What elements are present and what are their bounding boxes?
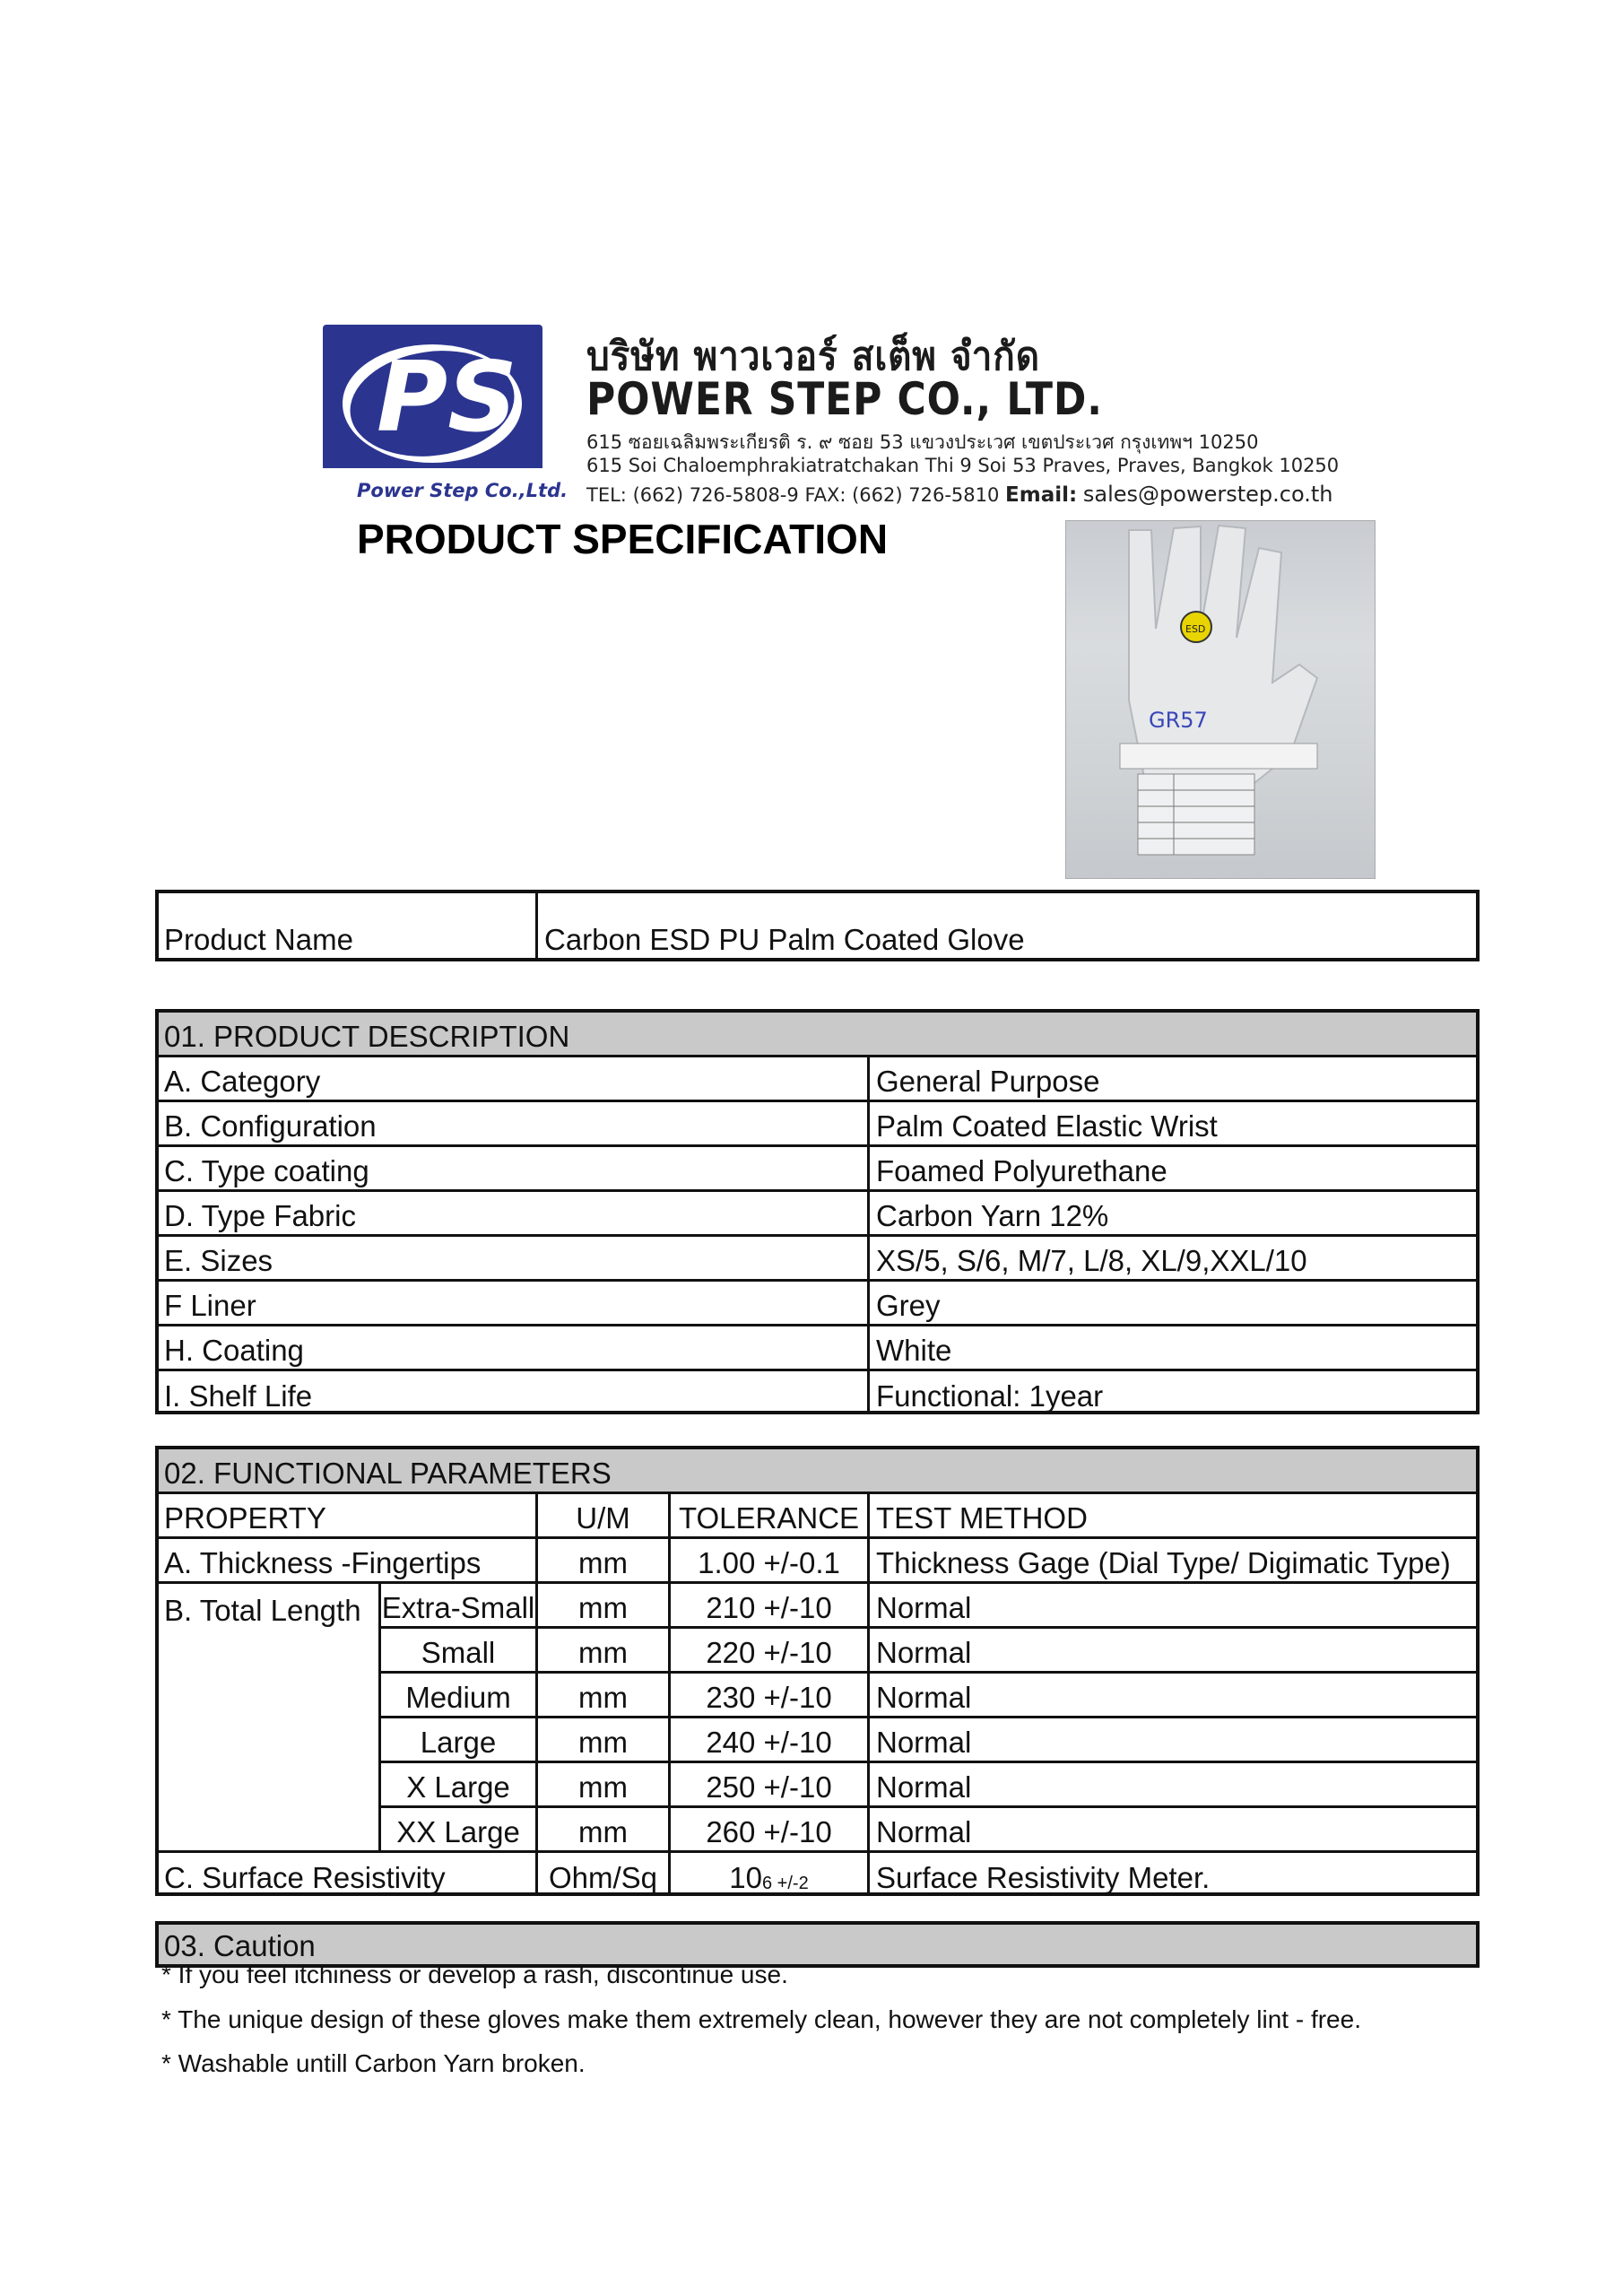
length-method: Normal <box>876 1815 972 1848</box>
length-um: mm <box>578 1636 628 1669</box>
length-um: mm <box>578 1726 628 1759</box>
description-value: Functional: 1year <box>876 1379 1104 1413</box>
length-size: X Large <box>406 1770 510 1804</box>
table-row <box>381 1674 1476 1718</box>
length-tolerance: 260 +/-10 <box>706 1815 832 1848</box>
functional-heading-row <box>159 1449 1476 1494</box>
length-method: Normal <box>876 1591 972 1624</box>
length-um: mm <box>578 1681 628 1714</box>
length-size: Large <box>420 1726 497 1759</box>
logo-letters: PS <box>377 342 517 454</box>
length-tolerance: 220 +/-10 <box>706 1636 832 1669</box>
resistivity-base: 10 <box>729 1861 762 1894</box>
photo-handwriting: GR57 <box>1149 708 1208 733</box>
caution-heading: 03. Caution <box>164 1929 316 1962</box>
address-english: 615 Soi Chaloemphrakiatratchakan Thi 9 Soi 53 Praves, Praves, Bangkok 10250 <box>586 455 1340 476</box>
table-row <box>159 1192 1476 1237</box>
length-tolerance: 230 +/-10 <box>706 1681 832 1714</box>
description-value: General Purpose <box>876 1065 1100 1098</box>
thickness-um: mm <box>578 1546 628 1579</box>
svg-text:ESD: ESD <box>1185 623 1206 635</box>
length-tolerance: 240 +/-10 <box>706 1726 832 1759</box>
table-row <box>159 1237 1476 1282</box>
description-heading: 01. PRODUCT DESCRIPTION <box>164 1020 570 1053</box>
length-tolerance: 250 +/-10 <box>706 1770 832 1804</box>
length-method: Normal <box>876 1681 972 1714</box>
length-um: mm <box>578 1591 628 1624</box>
description-value: Grey <box>876 1289 941 1322</box>
thickness-tolerance: 1.00 +/-0.1 <box>698 1546 840 1579</box>
thickness-method: Thickness Gage (Dial Type/ Digimatic Type) <box>876 1546 1451 1579</box>
description-label: C. Type coating <box>164 1154 369 1187</box>
description-value: White <box>876 1334 952 1367</box>
table-row <box>381 1718 1476 1763</box>
contact-line <box>586 482 1332 507</box>
table-row <box>381 1763 1476 1808</box>
table-row <box>159 1539 1476 1584</box>
length-tolerance: 210 +/-10 <box>706 1591 832 1624</box>
description-label: E. Sizes <box>164 1244 273 1277</box>
caution-line: * The unique design of these gloves make them extremely clean, however they are not completely lint - free. <box>161 2005 1361 2033</box>
length-method: Normal <box>876 1636 972 1669</box>
fax-value: (662) 726-5810 <box>852 484 1000 506</box>
tel-value: (662) 726-5808-9 <box>632 484 799 506</box>
length-um: mm <box>578 1770 628 1804</box>
table-row <box>159 1326 1476 1371</box>
table-row <box>381 1629 1476 1674</box>
description-label: H. Coating <box>164 1334 304 1367</box>
table-row <box>159 1853 1476 1896</box>
product-photo <box>1065 520 1376 879</box>
column-property: PROPERTY <box>164 1501 326 1535</box>
logo-caption: Power Step Co.,Ltd. <box>357 480 568 501</box>
description-value: Foamed Polyurethane <box>876 1154 1167 1187</box>
description-value: Carbon Yarn 12% <box>876 1199 1109 1232</box>
product-name-label: Product Name <box>164 923 353 956</box>
product-description-table <box>155 1009 1480 1414</box>
description-label: I. Shelf Life <box>164 1379 313 1413</box>
product-name-table <box>155 890 1480 961</box>
table-row <box>381 1584 1476 1629</box>
functional-heading: 02. FUNCTIONAL PARAMETERS <box>164 1457 612 1490</box>
description-value: Palm Coated Elastic Wrist <box>876 1109 1218 1143</box>
resistivity-property: C. Surface Resistivity <box>164 1861 446 1894</box>
company-name-thai: บริษัท พาวเวอร์ สเต็พ จำกัด <box>586 334 1040 379</box>
description-heading-row <box>159 1013 1476 1057</box>
description-value: XS/5, S/6, M/7, L/8, XL/9,XXL/10 <box>876 1244 1307 1277</box>
length-size: Extra-Small <box>381 1591 535 1624</box>
table-row <box>159 1147 1476 1192</box>
thickness-property: A. Thickness -Fingertips <box>164 1546 482 1579</box>
fax-label: FAX: <box>804 484 846 506</box>
table-row <box>159 1371 1476 1414</box>
resistivity-method: Surface Resistivity Meter. <box>876 1861 1211 1894</box>
total-length-label: B. Total Length <box>164 1594 361 1627</box>
caution-line: * Washable untill Carbon Yarn broken. <box>161 2049 586 2077</box>
table-row <box>381 1808 1476 1853</box>
caution-line: * If you feel itchiness or develop a rash, discontinue use. <box>161 1961 788 1988</box>
column-um: U/M <box>576 1501 630 1535</box>
description-label: A. Category <box>164 1065 321 1098</box>
resistivity-exponent: 6 +/-2 <box>762 1874 809 1893</box>
description-label: D. Type Fabric <box>164 1199 356 1232</box>
email-label: Email: <box>1005 483 1078 507</box>
description-label: F Liner <box>164 1289 256 1322</box>
email-value: sales@powerstep.co.th <box>1082 482 1333 507</box>
length-size: Medium <box>405 1681 511 1714</box>
column-header-row <box>159 1494 1476 1539</box>
document-title: PRODUCT SPECIFICATION <box>357 516 889 562</box>
table-row <box>159 1282 1476 1326</box>
length-size: XX Large <box>396 1815 520 1848</box>
length-um: mm <box>578 1815 628 1848</box>
product-name-value: Carbon ESD PU Palm Coated Glove <box>544 923 1025 956</box>
company-logo <box>323 325 568 506</box>
description-label: B. Configuration <box>164 1109 377 1143</box>
total-length-block <box>159 1584 378 1853</box>
resistivity-tolerance <box>671 1853 867 1896</box>
length-method: Normal <box>876 1770 972 1804</box>
table-row <box>159 1057 1476 1102</box>
address-thai: 615 ซอยเฉลิมพระเกียรติ ร. ๙ ซอย 53 แขวงประเวศ เขตประเวศ กรุงเทพฯ 10250 <box>586 431 1259 453</box>
length-method: Normal <box>876 1726 972 1759</box>
company-name-english: POWER STEP CO., LTD. <box>586 373 1103 425</box>
functional-parameters-table <box>155 1446 1480 1896</box>
column-tolerance: TOLERANCE <box>678 1501 860 1535</box>
column-test-method: TEST METHOD <box>876 1501 1088 1535</box>
tel-label: TEL: <box>586 484 627 506</box>
table-row <box>159 1102 1476 1147</box>
length-size: Small <box>421 1636 496 1669</box>
resistivity-um: Ohm/Sq <box>548 1861 658 1894</box>
